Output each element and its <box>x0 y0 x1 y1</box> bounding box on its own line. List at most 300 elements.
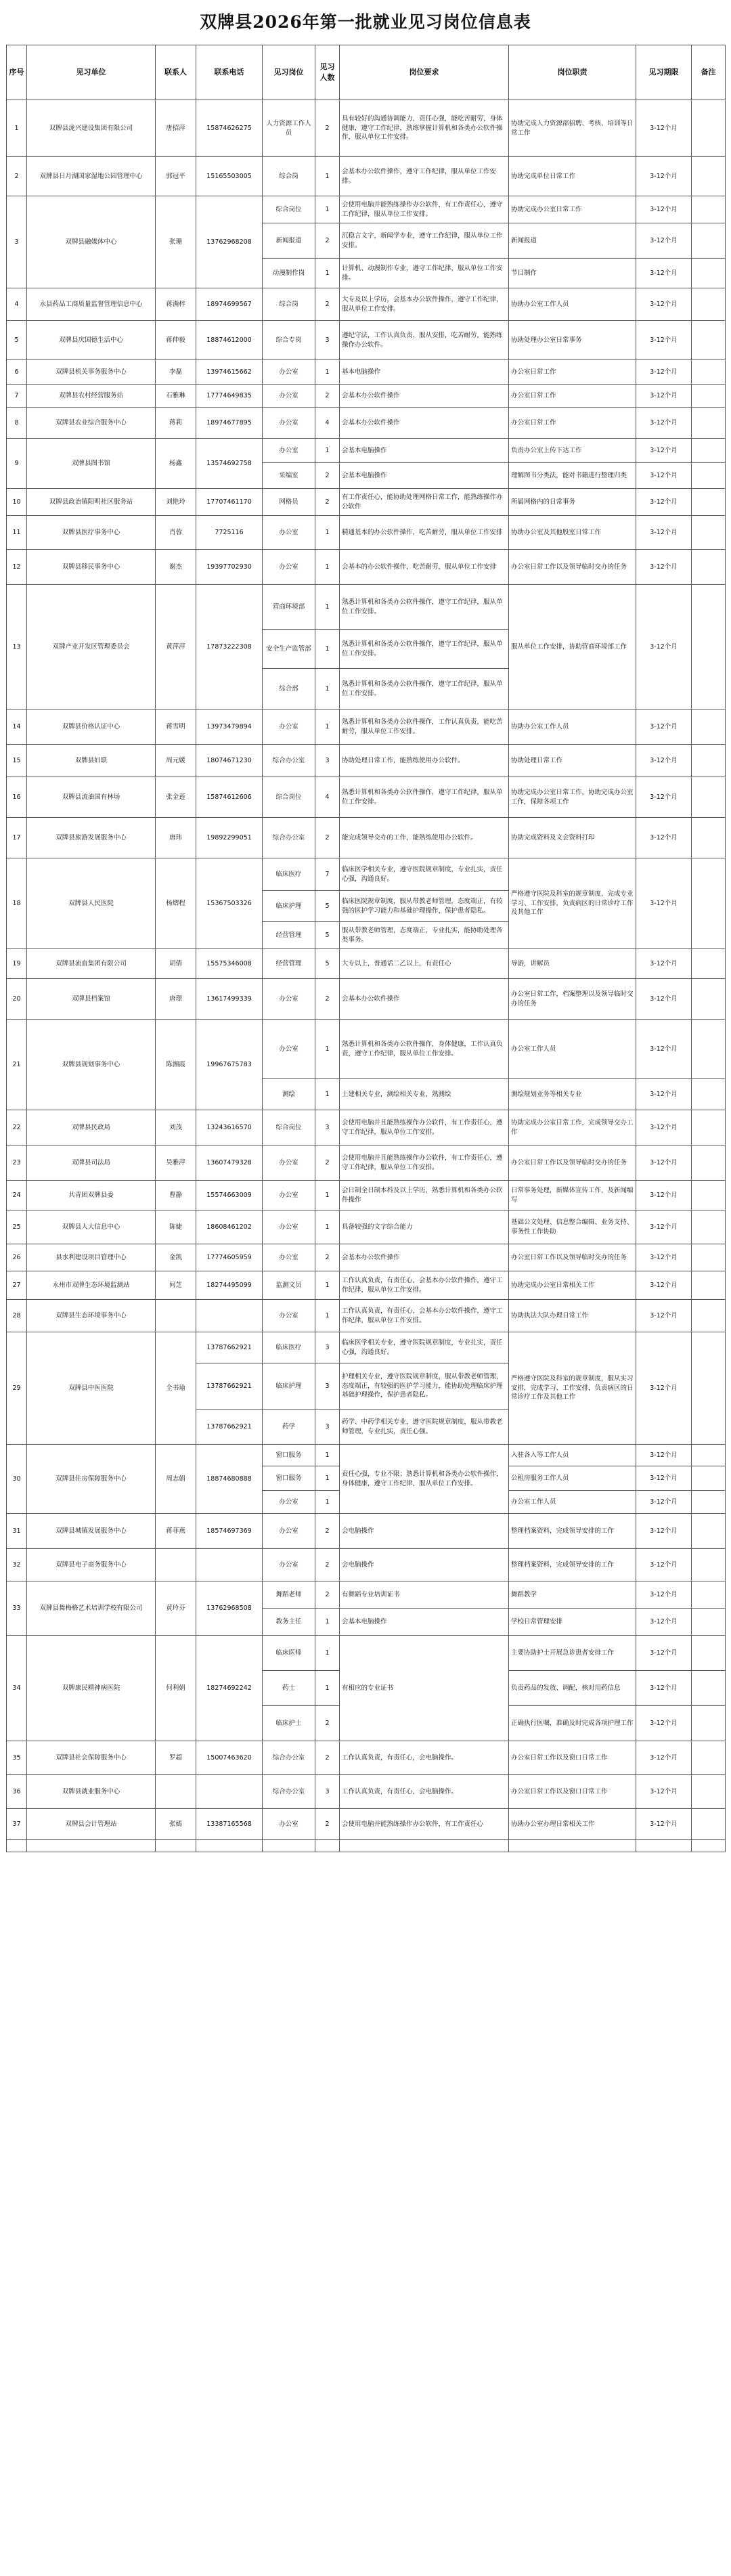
remark <box>692 1609 726 1636</box>
contact-name: 吴雅萍 <box>156 1145 196 1181</box>
table-row <box>7 489 726 516</box>
post-requirements: 熟悉计算机和各类办公软件操作，遵守工作纪律，服从单位工作安排。 <box>340 669 509 710</box>
internship-period: 3-12个月 <box>636 1636 692 1671</box>
post-count: 3 <box>315 1363 340 1410</box>
post-name: 办公室 <box>263 1145 315 1181</box>
post-count: 1 <box>315 710 340 745</box>
contact-phone: 15574663009 <box>196 1181 263 1210</box>
post-duties: 办公室日常工作以及领导临时交办的任务 <box>509 550 636 585</box>
unit-name: 双牌县电子商务服务中心 <box>27 1549 156 1581</box>
post-requirements <box>340 1840 509 1852</box>
post-duties: 基础公文处理、信息整合编辑、业务支持、事务性工作协助 <box>509 1210 636 1244</box>
post-requirements: 会基本办公软件操作 <box>340 979 509 1020</box>
remark <box>692 1466 726 1491</box>
internship-period: 3-12个月 <box>636 1775 692 1809</box>
post-count: 3 <box>315 1410 340 1445</box>
unit-name: 双牌县庆国德生活中心 <box>27 321 156 360</box>
post-count: 1 <box>315 439 340 463</box>
remark <box>692 858 726 949</box>
remark <box>692 745 726 777</box>
post-count: 4 <box>315 777 340 818</box>
table-row <box>7 1300 726 1332</box>
table-row <box>7 408 726 439</box>
post-duties: 整理档案资料，完成领导安排的工作 <box>509 1514 636 1549</box>
contact-name: 张珊 <box>156 196 196 288</box>
remark <box>692 360 726 385</box>
internship-period: 3-12个月 <box>636 1210 692 1244</box>
post-requirements: 遵纪守法，工作认真负责，服从安排，吃苦耐劳，能熟练操作办公软件。 <box>340 321 509 360</box>
post-requirements: 大专及以上学历，会基本办公软件操作，遵守工作纪律，服从单位工作安排。 <box>340 288 509 321</box>
post-requirements: 会基本电脑操作 <box>340 439 509 463</box>
post-name: 办公室 <box>263 1300 315 1332</box>
post-count: 3 <box>315 745 340 777</box>
row-number: 35 <box>7 1741 27 1775</box>
remark <box>692 979 726 1020</box>
post-count: 5 <box>315 949 340 979</box>
contact-phone: 7725116 <box>196 516 263 550</box>
table-row <box>7 1741 726 1775</box>
table-row <box>7 777 726 818</box>
contact-phone <box>196 1549 263 1581</box>
remark <box>692 1079 726 1110</box>
internship-period: 3-12个月 <box>636 223 692 259</box>
post-name: 舞蹈老师 <box>263 1581 315 1609</box>
contact-name: 唐璟 <box>156 979 196 1020</box>
unit-name: 双牌县妇联 <box>27 745 156 777</box>
post-count: 1 <box>315 1079 340 1110</box>
post-count: 2 <box>315 489 340 516</box>
internship-period: 3-12个月 <box>636 1549 692 1581</box>
unit-name: 双牌县住房保障服务中心 <box>27 1445 156 1514</box>
post-name: 临床医疗 <box>263 1332 315 1363</box>
header-cell: 联系电话 <box>196 45 263 100</box>
contact-phone <box>196 1300 263 1332</box>
table-row <box>7 385 726 408</box>
contact-phone: 15874626275 <box>196 100 263 157</box>
remark <box>692 949 726 979</box>
row-number: 32 <box>7 1549 27 1581</box>
internship-period: 3-12个月 <box>636 550 692 585</box>
table-row <box>7 710 726 745</box>
post-name: 药士 <box>263 1671 315 1706</box>
post-name: 办公室 <box>263 1549 315 1581</box>
post-requirements: 协助处理日常工作，能熟练使用办公软件。 <box>340 745 509 777</box>
post-name: 临床医疗 <box>263 858 315 891</box>
post-count: 1 <box>315 550 340 585</box>
post-duties: 正确执行医嘱，准确及时完成各项护理工作 <box>509 1706 636 1741</box>
unit-name: 双牌县舞梅格艺术培训学校有限公司 <box>27 1581 156 1636</box>
post-duties: 服从单位工作安排，协助营商环境部工作 <box>509 585 636 710</box>
table-row <box>7 439 726 463</box>
post-count: 1 <box>315 259 340 288</box>
post-count: 1 <box>315 1466 340 1491</box>
post-duties: 日常事务处理，新媒体宣传工作，及新闻编写 <box>509 1181 636 1210</box>
post-name: 办公室 <box>263 439 315 463</box>
internship-period: 3-12个月 <box>636 745 692 777</box>
contact-name: 张嫣 <box>156 1809 196 1840</box>
contact-phone: 18874680888 <box>196 1445 263 1514</box>
contact-name: 胡倩 <box>156 949 196 979</box>
remark <box>692 439 726 463</box>
unit-name: 双牌县中医医院 <box>27 1332 156 1445</box>
post-name: 综合办公室 <box>263 1775 315 1809</box>
contact-phone: 13387165568 <box>196 1809 263 1840</box>
post-name: 综合办公室 <box>263 745 315 777</box>
internship-period: 3-12个月 <box>636 259 692 288</box>
post-name: 网格员 <box>263 489 315 516</box>
post-duties: 协助处理日常工作 <box>509 745 636 777</box>
post-name: 教务主任 <box>263 1609 315 1636</box>
table-row <box>7 949 726 979</box>
remark <box>692 1491 726 1514</box>
unit-name: 双牌县流油国有林场 <box>27 777 156 818</box>
post-duties: 协助完成人力资源部招聘、考核、培训等日常工作 <box>509 100 636 157</box>
post-count: 2 <box>315 223 340 259</box>
contact-phone: 17873222308 <box>196 585 263 710</box>
post-duties: 协助处理办公室日常事务 <box>509 321 636 360</box>
table-row <box>7 1775 726 1809</box>
remark <box>692 710 726 745</box>
post-count: 1 <box>315 585 340 630</box>
header-cell: 序号 <box>7 45 27 100</box>
post-name: 窗口服务 <box>263 1466 315 1491</box>
remark <box>692 1300 726 1332</box>
internship-period: 3-12个月 <box>636 1244 692 1271</box>
internship-period: 3-12个月 <box>636 1491 692 1514</box>
post-duties: 办公室日常工作以及窗口日常工作 <box>509 1741 636 1775</box>
unit-name: 双牌县档案馆 <box>27 979 156 1020</box>
internship-period: 3-12个月 <box>636 288 692 321</box>
table-row <box>7 585 726 630</box>
row-number: 6 <box>7 360 27 385</box>
header-cell: 见习岗位 <box>263 45 315 100</box>
contact-phone: 18574697369 <box>196 1514 263 1549</box>
contact-phone: 19892299051 <box>196 818 263 858</box>
post-count: 1 <box>315 1020 340 1079</box>
post-duties: 办公室工作人员 <box>509 1020 636 1079</box>
contact-phone: 18074671230 <box>196 745 263 777</box>
post-name: 综合专岗 <box>263 321 315 360</box>
post-duties: 入驻各入等工作人员 <box>509 1445 636 1466</box>
contact-name: 刘艳玲 <box>156 489 196 516</box>
post-requirements: 具备较强的文字综合能力 <box>340 1210 509 1244</box>
post-name: 临床护士 <box>263 1706 315 1741</box>
row-number: 31 <box>7 1514 27 1549</box>
post-requirements: 会电脑操作 <box>340 1549 509 1581</box>
internship-period: 3-12个月 <box>636 818 692 858</box>
post-name: 窗口服务 <box>263 1445 315 1466</box>
unit-name: 双牌县日月湖国家湿地公园管理中心 <box>27 157 156 196</box>
contact-name: 何芝 <box>156 1271 196 1300</box>
contact-name: 杨鑫 <box>156 439 196 489</box>
contact-phone: 15575346008 <box>196 949 263 979</box>
contact-name: 蒋菲燕 <box>156 1514 196 1549</box>
post-name <box>263 1840 315 1852</box>
contact-name: 陈湘霞 <box>156 1020 196 1110</box>
unit-name: 永县药品工商质量监督管理信息中心 <box>27 288 156 321</box>
row-number <box>7 1840 27 1852</box>
post-name: 办公室 <box>263 1809 315 1840</box>
unit-name: 共青团双牌县委 <box>27 1181 156 1210</box>
post-duties: 新闻报道 <box>509 223 636 259</box>
internship-period: 3-12个月 <box>636 463 692 489</box>
row-number: 34 <box>7 1636 27 1741</box>
post-duties: 负责药品的发放、调配，核对用药信息 <box>509 1671 636 1706</box>
table-row <box>7 979 726 1020</box>
post-duties: 协助执法大队办理日常工作 <box>509 1300 636 1332</box>
remark <box>692 550 726 585</box>
remark <box>692 1775 726 1809</box>
table-row <box>7 196 726 223</box>
post-requirements: 会基本办公软件操作，遵守工作纪律，服从单位工作安排。 <box>340 157 509 196</box>
post-count: 1 <box>315 1671 340 1706</box>
table-row <box>7 1181 726 1210</box>
remark <box>692 1445 726 1466</box>
post-duties: 学校日常管理安排 <box>509 1609 636 1636</box>
unit-name: 县水利建设项目管理中心 <box>27 1244 156 1271</box>
post-duties: 协助完成资料及文会资料打印 <box>509 818 636 858</box>
contact-phone: 18974677895 <box>196 408 263 439</box>
remark <box>692 1809 726 1840</box>
remark <box>692 516 726 550</box>
contact-name: 黄玲芬 <box>156 1581 196 1636</box>
contact-name: 李磊 <box>156 360 196 385</box>
remark <box>692 463 726 489</box>
contact-name <box>156 1775 196 1809</box>
internship-period: 3-12个月 <box>636 1609 692 1636</box>
header-cell: 岗位职责 <box>509 45 636 100</box>
header-cell: 联系人 <box>156 45 196 100</box>
internship-period: 3-12个月 <box>636 100 692 157</box>
post-duties: 协助办公室办理日常相关工作 <box>509 1809 636 1840</box>
contact-name <box>156 1549 196 1581</box>
unit-name: 双牌县泷兴建设集团有限公司 <box>27 100 156 157</box>
post-count: 7 <box>315 858 340 891</box>
row-number: 29 <box>7 1332 27 1445</box>
post-count: 1 <box>315 1181 340 1210</box>
post-name: 人力资源工作人员 <box>263 100 315 157</box>
contact-phone <box>196 1775 263 1809</box>
post-duties: 办公室日常工作 <box>509 385 636 408</box>
remark <box>692 157 726 196</box>
contact-name: 唐招萍 <box>156 100 196 157</box>
post-name: 办公室 <box>263 408 315 439</box>
row-number: 10 <box>7 489 27 516</box>
table-row <box>7 1145 726 1181</box>
contact-name: 全书瑜 <box>156 1332 196 1445</box>
unit-name: 双牌县移民事务中心 <box>27 550 156 585</box>
unit-name: 双牌县司法局 <box>27 1145 156 1181</box>
post-count: 2 <box>315 1244 340 1271</box>
remark <box>692 1636 726 1671</box>
row-number: 3 <box>7 196 27 288</box>
post-requirements: 责任心强，专业不限；熟悉计算机和各类办公软件操作，身体健康，遵守工作纪律，服从单位工作安排。 <box>340 1445 509 1514</box>
post-duties <box>509 1840 636 1852</box>
post-requirements: 会基本电脑操作 <box>340 463 509 489</box>
post-requirements: 工作认真负责，有责任心，会基本办公软件操作，遵守工作纪律，服从单位工作安排。 <box>340 1300 509 1332</box>
internship-period: 3-12个月 <box>636 489 692 516</box>
post-duties: 协助完成办公室日常工作 <box>509 196 636 223</box>
post-requirements: 熟悉计算机和各类办公软件操作，遵守工作纪律，服从单位工作安排。 <box>340 585 509 630</box>
contact-name: 刘茂 <box>156 1110 196 1145</box>
post-name: 办公室 <box>263 1491 315 1514</box>
post-name: 办公室 <box>263 1181 315 1210</box>
unit-name <box>27 1840 156 1852</box>
contact-name: 张金莲 <box>156 777 196 818</box>
table-row <box>7 360 726 385</box>
remark <box>692 1549 726 1581</box>
post-count: 3 <box>315 1775 340 1809</box>
post-requirements: 土建相关专业，测绘相关专业，熟测绘 <box>340 1079 509 1110</box>
unit-name: 双牌县机关事务服务中心 <box>27 360 156 385</box>
remark <box>692 585 726 710</box>
row-number: 22 <box>7 1110 27 1145</box>
post-name: 综合岗位 <box>263 1110 315 1145</box>
row-number: 28 <box>7 1300 27 1332</box>
remark <box>692 408 726 439</box>
contact-phone: 15367503326 <box>196 858 263 949</box>
post-count: 1 <box>315 1491 340 1514</box>
post-name: 综合办公室 <box>263 818 315 858</box>
remark <box>692 1210 726 1244</box>
post-name: 药学 <box>263 1410 315 1445</box>
contact-phone: 13787662921 <box>196 1410 263 1445</box>
table-row <box>7 1581 726 1609</box>
unit-name: 双牌县人大信息中心 <box>27 1210 156 1244</box>
post-duties: 办公室日常工作 <box>509 360 636 385</box>
post-duties: 舞蹈教学 <box>509 1581 636 1609</box>
remark <box>692 1332 726 1445</box>
table-row <box>7 1244 726 1271</box>
contact-name: 唐玮 <box>156 818 196 858</box>
post-requirements: 会电脑操作 <box>340 1514 509 1549</box>
row-number: 18 <box>7 858 27 949</box>
row-number: 25 <box>7 1210 27 1244</box>
page-title: 双牌县2026年第一批就业见习岗位信息表 <box>200 12 531 32</box>
remark <box>692 1840 726 1852</box>
post-requirements: 会基本办公软件操作 <box>340 408 509 439</box>
post-duties: 协助完成办公室日常工作，协助完成办公室工作，保障各项工作 <box>509 777 636 818</box>
post-count: 1 <box>315 196 340 223</box>
post-duties: 测绘规划业务等相关专业 <box>509 1079 636 1110</box>
header-cell: 见习期限 <box>636 45 692 100</box>
post-duties: 办公室日常工作以及领导临时交办的任务 <box>509 1244 636 1271</box>
post-duties: 办公室日常工作，档案整理以及领导临时交办的任务 <box>509 979 636 1020</box>
post-count: 1 <box>315 157 340 196</box>
internship-period: 3-12个月 <box>636 1581 692 1609</box>
contact-name <box>156 1300 196 1332</box>
table-row <box>7 818 726 858</box>
row-number: 2 <box>7 157 27 196</box>
post-name: 采编室 <box>263 463 315 489</box>
post-requirements: 会使用电脑并且能熟练操作办公软件，有工作责任心，遵守工作纪律，服从单位工作安排。 <box>340 1145 509 1181</box>
internship-period: 3-12个月 <box>636 1466 692 1491</box>
row-number: 27 <box>7 1271 27 1300</box>
post-count: 2 <box>315 1706 340 1741</box>
contact-phone: 15874612606 <box>196 777 263 818</box>
post-requirements: 会使用电脑并能熟练操作办公软件，有工作责任心，遵守工作纪律，服从单位工作安排。 <box>340 196 509 223</box>
post-duties: 办公室日常工作以及领导临时交办的任务 <box>509 1145 636 1181</box>
remark <box>692 1020 726 1079</box>
post-name: 经营管理 <box>263 922 315 949</box>
contact-phone: 18608461202 <box>196 1210 263 1244</box>
remark <box>692 100 726 157</box>
post-count <box>315 1840 340 1852</box>
post-count: 4 <box>315 408 340 439</box>
post-name: 综合岗 <box>263 288 315 321</box>
post-duties: 办公室工作人员 <box>509 1491 636 1514</box>
row-number: 5 <box>7 321 27 360</box>
post-requirements: 工作认真负责，有责任心，会电脑操作。 <box>340 1741 509 1775</box>
row-number: 16 <box>7 777 27 818</box>
contact-name <box>156 1840 196 1852</box>
remark <box>692 489 726 516</box>
post-duties: 理解图书分类法，能对书籍进行整理归类 <box>509 463 636 489</box>
internship-period: 3-12个月 <box>636 516 692 550</box>
contact-name: 陈婕 <box>156 1210 196 1244</box>
contact-phone: 13574692758 <box>196 439 263 489</box>
post-duties: 办公室日常工作以及窗口日常工作 <box>509 1775 636 1809</box>
row-number: 20 <box>7 979 27 1020</box>
contact-name: 蒋满梓 <box>156 288 196 321</box>
row-number: 13 <box>7 585 27 710</box>
table-row <box>7 858 726 891</box>
internship-period: 3-12个月 <box>636 1809 692 1840</box>
internship-period: 3-12个月 <box>636 1300 692 1332</box>
post-duties: 节目制作 <box>509 259 636 288</box>
post-count: 1 <box>315 1445 340 1466</box>
row-number: 19 <box>7 949 27 979</box>
post-duties: 公租房服务工作人员 <box>509 1466 636 1491</box>
post-requirements: 会基本办公软件操作 <box>340 1244 509 1271</box>
post-requirements: 临床医学相关专业，遵守医院规章制度，专业扎实，责任心强，沟通良好。 <box>340 1332 509 1363</box>
post-name: 办公室 <box>263 1020 315 1079</box>
remark <box>692 1244 726 1271</box>
row-number: 8 <box>7 408 27 439</box>
post-duties: 办公室日常工作 <box>509 408 636 439</box>
post-count: 2 <box>315 979 340 1020</box>
contact-name: 黄萍萍 <box>156 585 196 710</box>
row-number: 1 <box>7 100 27 157</box>
header-cell: 备注 <box>692 45 726 100</box>
internship-period: 3-12个月 <box>636 710 692 745</box>
post-requirements: 熟悉计算机和各类办公软件操作，工作认真负责，能吃苦耐劳，服从单位工作安排。 <box>340 710 509 745</box>
post-duties: 协助完成单位日常工作 <box>509 157 636 196</box>
internship-period: 3-12个月 <box>636 585 692 710</box>
post-name: 监测文员 <box>263 1271 315 1300</box>
post-duties: 所属网格内的日常事务 <box>509 489 636 516</box>
contact-phone: 17774605959 <box>196 1244 263 1271</box>
post-requirements: 沉稳言文字，新闻学专业，遵守工作纪律，服从单位工作安排。 <box>340 223 509 259</box>
post-count: 2 <box>315 1549 340 1581</box>
post-requirements: 熟悉计算机和各类办公软件操作，遵守工作纪律，服从单位工作安排。 <box>340 777 509 818</box>
post-count: 1 <box>315 1271 340 1300</box>
contact-name: 金凯 <box>156 1244 196 1271</box>
remark <box>692 818 726 858</box>
table-row <box>7 100 726 157</box>
remark <box>692 777 726 818</box>
remark <box>692 223 726 259</box>
post-count: 2 <box>315 1145 340 1181</box>
post-count: 1 <box>315 1636 340 1671</box>
post-name: 综合岗位 <box>263 777 315 818</box>
internship-period: 3-12个月 <box>636 858 692 949</box>
post-name: 办公室 <box>263 385 315 408</box>
table-row <box>7 288 726 321</box>
contact-phone: 13787662921 <box>196 1332 263 1363</box>
remark <box>692 1581 726 1609</box>
contact-phone <box>196 1840 263 1852</box>
